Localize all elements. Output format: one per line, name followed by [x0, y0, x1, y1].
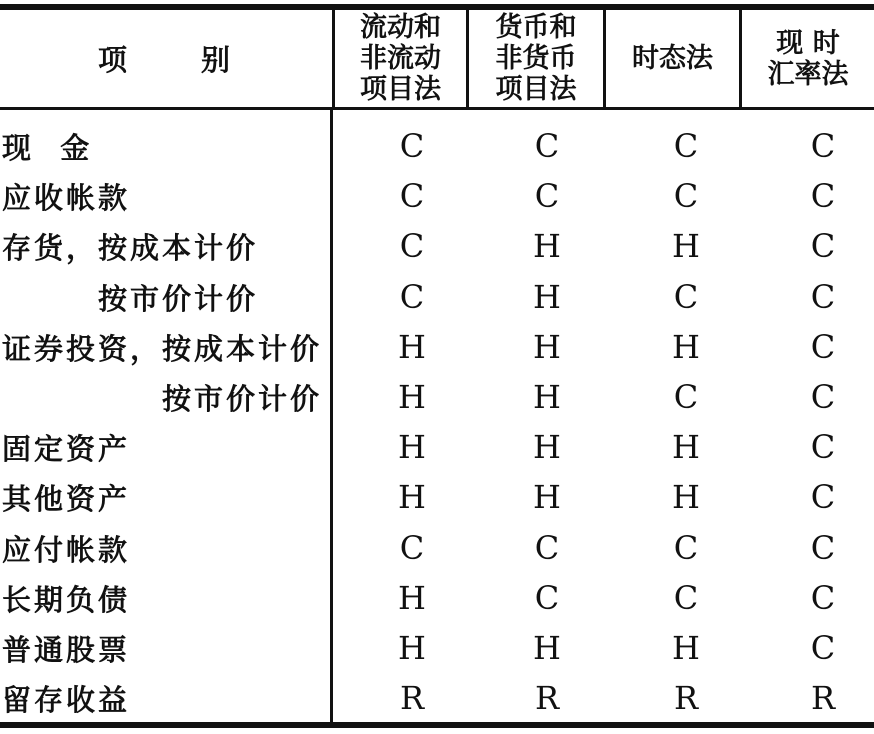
rate-code-cell: H [398, 328, 426, 366]
header-cell-current-rate [742, 10, 874, 107]
row-label: 普通股票 [2, 632, 131, 667]
rate-code-cell: H [398, 629, 426, 667]
rate-code-cell: C [673, 529, 699, 567]
rate-code-cell: H [533, 478, 561, 516]
column-header-current-noncurrent: 流动和 非流动 项目法 [360, 12, 441, 105]
rate-code-cell: C [534, 529, 560, 567]
rate-code-cell: H [672, 478, 700, 516]
rate-code-cell: C [810, 177, 836, 215]
rate-code-cell: H [533, 278, 561, 316]
rate-code-cell: R [810, 679, 836, 717]
rate-code-cell: C [810, 629, 836, 667]
rate-code-cell: H [672, 629, 700, 667]
row-label: 按市价计价 [98, 281, 259, 316]
rate-code-cell: C [399, 278, 425, 316]
rate-code-cell: C [399, 127, 425, 165]
rate-code-cell: H [533, 428, 561, 466]
rate-code-cell: H [398, 428, 426, 466]
row-label: 证券投资，按成本计价 [2, 331, 323, 366]
rate-code-cell: R [534, 679, 560, 717]
rate-code-cell: C [534, 177, 560, 215]
column-header-item: 项 别 [97, 43, 233, 77]
rate-code-cell: C [673, 278, 699, 316]
rate-code-cell: C [399, 529, 425, 567]
rate-code-cell: H [672, 428, 700, 466]
rate-code-cell: C [534, 579, 560, 617]
rate-code-cell: H [672, 227, 700, 265]
rate-code-cell: H [672, 328, 700, 366]
rate-code-cell: C [673, 378, 699, 416]
column-header-temporal: 时态法 [632, 43, 713, 74]
header-cell-temporal [606, 10, 739, 107]
rate-code-cell: C [810, 127, 836, 165]
row-label: 留存收益 [2, 682, 131, 717]
rate-code-cell: C [810, 579, 836, 617]
rate-code-cell: C [810, 328, 836, 366]
header-cell-current-noncurrent [335, 10, 466, 107]
rate-code-cell: R [399, 679, 425, 717]
rate-code-cell: H [533, 328, 561, 366]
rate-code-cell: H [398, 579, 426, 617]
rate-code-cell: C [810, 529, 836, 567]
rate-code-cell: C [399, 227, 425, 265]
table-header-rule [0, 107, 874, 110]
row-label: 按市价计价 [162, 381, 323, 416]
rate-code-cell: H [533, 227, 561, 265]
header-cell-item [0, 10, 330, 107]
column-header-current-rate: 现 时 汇率法 [767, 27, 849, 90]
rate-code-cell: C [534, 127, 560, 165]
rate-code-cell: R [673, 679, 699, 717]
rate-code-cell: C [673, 127, 699, 165]
rate-code-cell: C [673, 177, 699, 215]
header-cell-monetary-nonmonetary [469, 10, 603, 107]
rate-code-cell: C [810, 227, 836, 265]
row-label: 其他资产 [2, 481, 131, 516]
rate-code-cell: H [398, 378, 426, 416]
rate-code-cell: C [810, 278, 836, 316]
row-label: 现 金 [2, 130, 93, 165]
rate-code-cell: C [810, 478, 836, 516]
rate-code-cell: C [810, 428, 836, 466]
row-label: 应收帐款 [2, 180, 131, 215]
rate-code-cell: C [673, 579, 699, 617]
row-label: 应付帐款 [2, 532, 131, 567]
rate-code-cell: H [398, 478, 426, 516]
row-label: 固定资产 [2, 431, 131, 466]
rate-code-cell: C [810, 378, 836, 416]
row-label: 存货，按成本计价 [2, 230, 259, 265]
rate-code-cell: C [399, 177, 425, 215]
column-header-monetary-nonmonetary: 货币和 非货币 项目法 [495, 12, 577, 105]
rate-code-cell: H [533, 378, 561, 416]
label-column-divider [330, 110, 333, 722]
rate-code-cell: H [533, 629, 561, 667]
row-label: 长期负债 [2, 582, 131, 617]
